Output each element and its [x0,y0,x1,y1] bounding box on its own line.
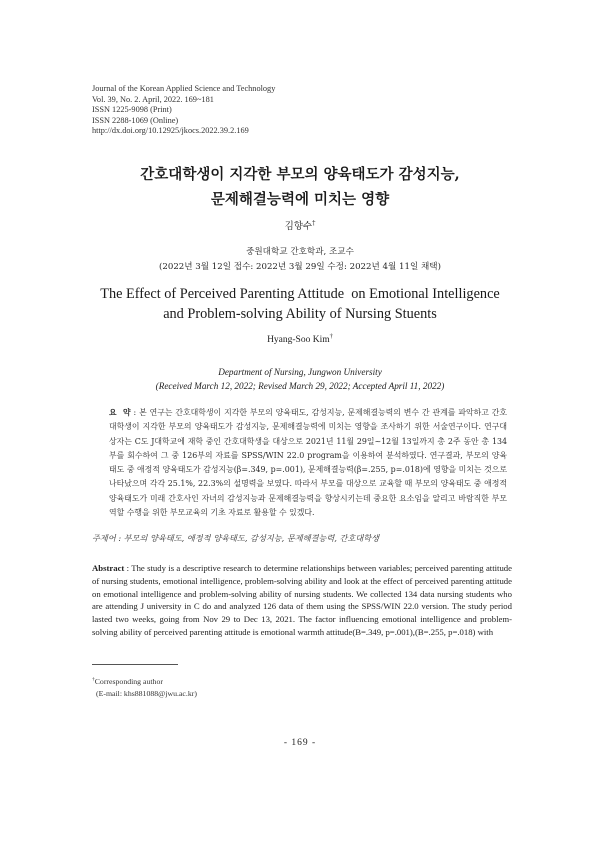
english-author-name: Hyang-Soo Kim [267,335,330,345]
footnote-email[interactable]: (E-mail: khs881088@jwu.ac.kr) [96,689,197,698]
korean-author-mark: † [312,218,316,227]
footnote-mark: † [92,676,95,683]
korean-title [0,162,600,212]
korean-dates: (2022년 3월 12일 접수: 2022년 3월 29일 수정: 2022년 4월 11일 채택) [159,262,441,272]
english-author [0,332,600,345]
korean-abstract-label: 요 약 [109,408,131,417]
footnote-label: Corresponding author [94,677,163,686]
korean-affiliation-block [0,245,600,275]
korean-abstract [109,406,507,520]
english-abstract-label: Abstract [92,563,125,573]
issn-online: ISSN 2288-1069 (Online) [92,115,179,125]
english-affiliation-block [0,365,600,393]
footnote [92,676,197,700]
english-title-line2: and Problem-solving Ability of Nursing Stuents [163,306,437,322]
issn-print: ISSN 1225-9098 (Print) [92,105,172,115]
english-abstract [92,562,512,639]
korean-abstract-text: : 본 연구는 간호대학생이 지각한 부모의 양육태도, 감성지능, 문제해결능력의 변수 간 관계를 파악하고 간호대학생이 지각한 부모의 양육태도가 감성지능, 문제해결능력에 미치는 영향을 조사하기 위한 서술연구이다. 연구대상자는 C도 J대학교에 재학 중인 간호대학생을 대상으로 2021년 11월 29일~12월 13일까지 총 2주 동안 총 134부를 회수하여 그 중 126부의 자료를 SPSS/WIN 22.0 program을 이용하여 분석하였다. 연구결과, 부모의 양육 태도 중 애정적 양육태도가 감성지능(β=.349, p=.001), 문제해결능력(β=.255, p=.018)에 영향을 미치는 것으로 나타났으며 각각 25.1%, 22.3%의 설명력을 보였다. 따라서 부모를 대상으로 교육할 때 부모의 양육태도 중 애정적 양육태도가 미래 간호사인 자녀의 감성지능과 문제해결능력을 향상시키는데 중요한 요소임을 알리고 바람직한 부모 역할 수행을 위한 부모교육의 기초 자료로 활용할 수 있겠다. [109,408,507,518]
korean-title-line1: 간호대학생이 지각한 부모의 양육태도가 감성지능, [140,166,460,183]
page-number: - 169 - [283,738,317,748]
korean-author-name: 김향수 [284,221,313,232]
doi-link[interactable]: http://dx.doi.org/10.12925/jkocs.2022.39.2.169 [92,126,249,136]
english-title [0,284,600,324]
english-title-line1: The Effect of Perceived Parenting Attitude on Emotional Intelligence [100,286,500,302]
journal-name: Journal of the Korean Applied Science and Technology [92,84,276,93]
journal-header [92,84,275,137]
english-affiliation: Department of Nursing, Jungwon University [218,367,382,377]
korean-author [0,218,600,232]
journal-volume: Vol. 39, No. 2. April, 2022. 169~181 [92,94,214,104]
korean-title-line2: 문제해결능력에 미치는 영향 [210,191,390,208]
english-dates: (Received March 12, 2022; Revised March 29, 2022; Accepted April 11, 2022) [155,381,445,391]
english-author-mark: † [329,332,333,340]
footnote-divider [92,664,178,665]
english-abstract-text: : The study is a descriptive research to determine relationships between variables; perceived parenting attitude of nursing students, emotional intelligence, problem-solving ability and look at the effect of perceived parenting attitude on emotional intelligence and problem-solving ability of nursing students. We collected 134 data nursing students who are attending J university in C do and analyzed 126 data of them using the SPSS/WIN 22.0 version. The study period lasted two weeks, going from Nov 29 to Dec 13, 2021. The factor influencing emotional intelligence and problem-solving ability of perceived parenting attitude is emotional warmth attitude(B=.349, p=.001),(B=.255, p=.018) with [92,563,512,637]
keywords: 주제어 : 부모의 양육태도, 애정적 양육태도, 감성지능, 문제해결능력, 간호대학생 [92,533,380,543]
korean-affiliation: 중원대학교 간호학과, 조교수 [246,247,354,257]
